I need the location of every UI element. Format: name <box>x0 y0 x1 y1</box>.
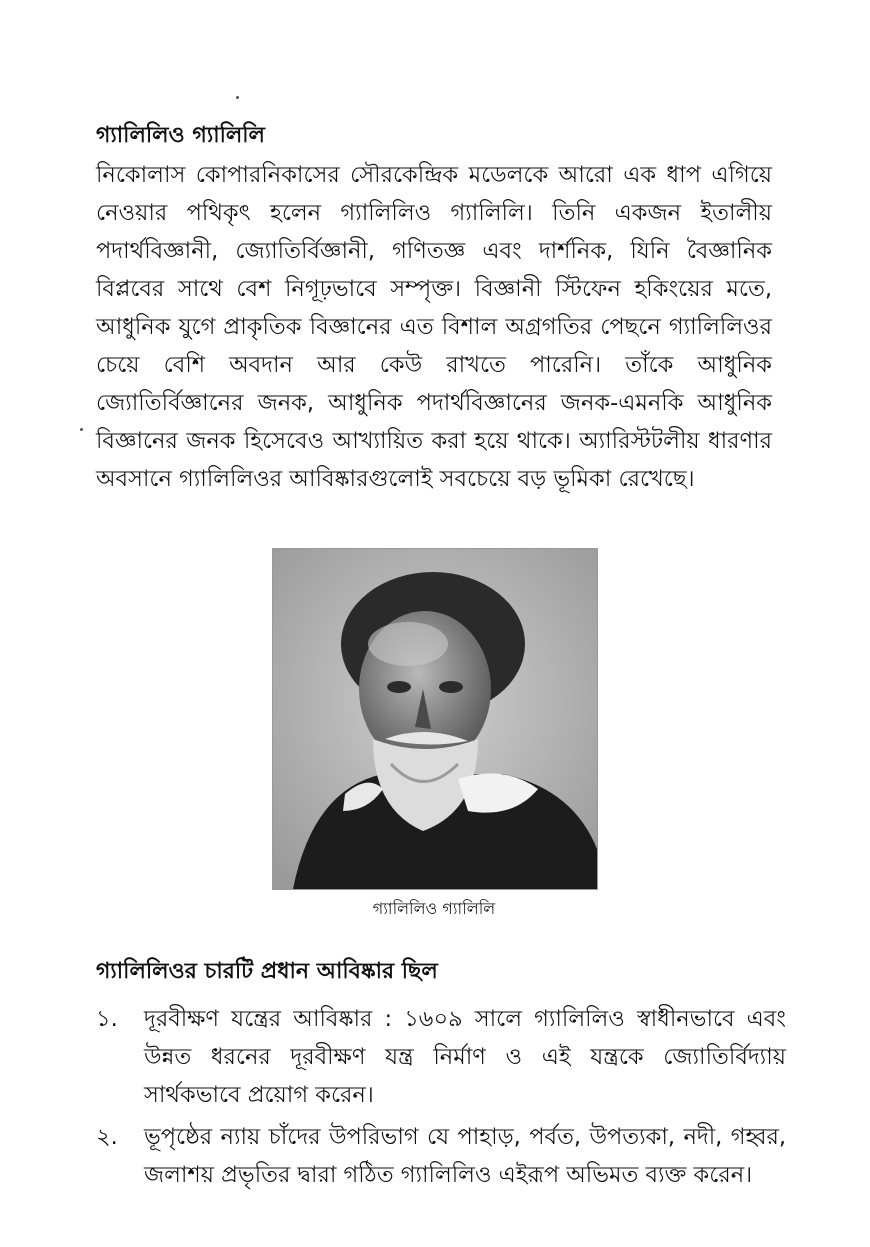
list-item <box>96 1118 786 1194</box>
discoveries-list <box>96 1000 786 1198</box>
galileo-portrait-illustration <box>273 549 597 889</box>
list-item-number: ২. <box>96 1124 118 1150</box>
body-paragraph: নিকোলাস কোপারনিকাসের সৌরকেন্দ্রিক মডেলকে আরো এক ধাপ এগিয়ে নেওয়ার পথিকৃৎ হলেন গ্যালিলিও গ্যালিলি। তিনি একজন ইতালীয় পদার্থবিজ্ঞানী, জ্যোতির্বিজ্ঞানী, গণিতজ্ঞ এবং দার্শনিক, যিনি বৈজ্ঞানিক বিপ্লবের সাথে বেশ নিগূঢ়ভাবে সম্পৃক্ত। বিজ্ঞানী স্টিফেন হকিংয়ের মতে, আধুনিক যুগে প্রাকৃতিক বিজ্ঞানের এত বিশাল অগ্রগতির পেছনে গ্যালিলিওর চেয়ে বেশি অবদান আর কেউ রাখতে পারেনি। তাঁকে আধুনিক জ্যোতির্বিজ্ঞানের জনক, আধুনিক পদার্থবিজ্ঞানের জনক-এমনকি আধুনিক বিজ্ঞানের জনক হিসেবেও আখ্যায়িত করা হয়ে থাকে। অ্যারিস্টটলীয় ধারণার অবসানে গ্যালিলিওর আবিষ্কারগুলোই সবচেয়ে বড় ভূমিকা রেখেছে। <box>96 162 772 492</box>
section-title: গ্যালিলিওর চারটি প্রধান আবিষ্কার ছিল <box>96 959 438 984</box>
portrait-image <box>272 548 598 890</box>
list-item <box>96 1000 786 1114</box>
list-item-number: ১. <box>96 1006 118 1032</box>
section-title: গ্যালিলিও গ্যালিলি <box>96 123 265 148</box>
figure-caption: গ্যালিলিও গ্যালিলি <box>372 899 496 918</box>
scan-speck <box>236 96 239 99</box>
scan-speck <box>80 428 83 431</box>
list-item-text: দূরবীক্ষণ যন্ত্রের আবিষ্কার : ১৬০৯ সালে গ্যালিলিও স্বাধীনভাবে এবং উন্নত ধরনের দূরবীক্ষণ যন্ত্র নির্মাণ ও এই যন্ত্রকে জ্যোতির্বিদ্যায় সার্থকভাবে প্রয়োগ করেন। <box>144 1006 786 1108</box>
list-item-text: ভূপৃষ্ঠের ন্যায় চাঁদের উপরিভাগ যে পাহাড়, পর্বত, উপত্যকা, নদী, গহ্বর, জলাশয় প্রভৃতির দ্বারা গঠিত গ্যালিলিও এইরূপ অভিমত ব্যক্ত করেন। <box>144 1124 786 1188</box>
